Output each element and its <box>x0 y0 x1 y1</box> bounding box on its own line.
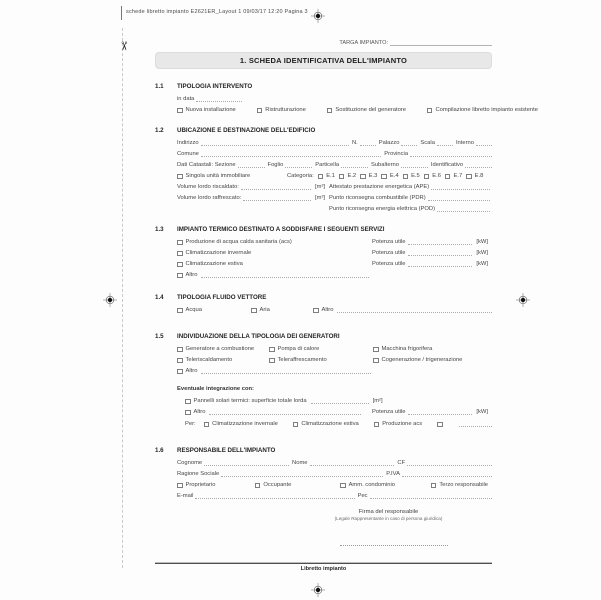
checkbox-e7 <box>445 174 451 180</box>
checkbox-generatore-altro <box>177 369 183 375</box>
checkbox-e8 <box>466 174 472 180</box>
pdr-blank <box>428 196 490 201</box>
indirizzo-blank <box>201 141 349 146</box>
per-altro-blank <box>459 422 492 427</box>
email-blank <box>195 494 354 499</box>
comune-row: Comune Provincia <box>177 151 492 157</box>
section-1-2-header: 1.2 UBICAZIONE E DESTINAZIONE DELL'EDIFICIO <box>155 127 316 134</box>
checkbox-acqua <box>177 308 183 314</box>
checkbox-aria <box>251 308 257 314</box>
checkbox-e6 <box>424 174 430 180</box>
checkbox-teleraffrescamento <box>269 358 275 364</box>
nome-blank <box>310 461 395 466</box>
checkbox-nuova-installazione <box>177 108 183 114</box>
checkbox-pannelli-solari <box>185 399 191 405</box>
checkbox-e3 <box>360 174 366 180</box>
ragione-sociale-row: Ragione Sociale P.IVA <box>177 471 492 477</box>
checkbox-climatizzazione-estiva <box>177 262 183 268</box>
email-row: E-mail Pec <box>177 493 492 499</box>
print-crop-bar <box>121 6 122 20</box>
checkbox-singola-unita <box>177 174 183 180</box>
cut-dashed-line <box>122 28 123 568</box>
pod-row: Punto riconsegna energia elettrica (POD) <box>177 206 492 212</box>
indirizzo-row: Indirizzo N. Palazzo Scala Interno <box>177 140 492 146</box>
section-1-6-header: 1.6 RESPONSABILE DELL'IMPIANTO <box>155 447 276 454</box>
registration-mark-bottom-icon <box>311 583 325 597</box>
ape-blank <box>431 185 490 190</box>
firma-label: Firma del responsabile <box>358 509 419 515</box>
piva-blank <box>402 472 492 477</box>
servizio-acs-row: Produzione di acqua calda sanitaria (acs) Potenza utile [kW] <box>177 239 492 245</box>
volume-riscaldato-row: Volume lordo riscaldato: [m³] Attestato prestazione energetica (APE) <box>177 184 492 190</box>
checkbox-per-invernale <box>204 422 210 428</box>
checkbox-compilazione-libretto <box>427 108 433 114</box>
pannelli-blank <box>311 399 369 404</box>
ragione-blank <box>221 472 383 477</box>
targa-impianto-blank-line <box>390 41 492 46</box>
responsabile-options: Proprietario Occupante Amm. condominio Terzo responsabile <box>177 482 492 488</box>
generatore-altro-blank <box>201 369 371 374</box>
integrazione-label-row: Eventuale integrazione con: <box>177 386 254 392</box>
checkbox-e1 <box>318 174 324 180</box>
checkbox-cogenerazione <box>373 358 379 364</box>
firma-block <box>155 509 492 521</box>
per-row: Per: Climatizzazione invernale Climatizzazione estiva Produzione acs <box>185 421 492 427</box>
tipologia-intervento-options: Nuova installazione Ristrutturazione Sostituzione del generatore Compilazione libretto impianto esistente <box>177 107 492 113</box>
section-1-1-header: 1.1 TIPOLOGIA INTERVENTO <box>155 83 253 90</box>
checkbox-fluido-altro <box>313 308 319 314</box>
integrazione-altro-blank <box>209 410 361 415</box>
volume-raffrescato-row: Volume lordo raffrescato: [m³] Punto riconsegna combustibile (PDR) <box>177 195 492 201</box>
servizio-invernale-row: Climatizzazione invernale Potenza utile [kW] <box>177 250 492 256</box>
cognome-blank <box>204 461 289 466</box>
checkbox-e5 <box>403 174 409 180</box>
checkbox-per-estiva <box>293 422 299 428</box>
checkbox-macchina-frigorifera <box>373 347 379 353</box>
targa-impianto-row <box>155 38 492 46</box>
registration-mark-right-icon <box>516 293 530 307</box>
checkbox-servizio-altro <box>177 273 183 279</box>
registration-mark-left-icon <box>103 293 117 307</box>
fluido-altro-blank <box>337 308 492 313</box>
checkbox-ristrutturazione <box>257 108 263 114</box>
servizio-altro-row: Altro <box>177 272 492 278</box>
checkbox-proprietario <box>177 483 183 489</box>
print-job-header: schede libretto impianto E2621ER_Layout 1 09/03/17 12:20 Pagina 3 <box>126 9 308 15</box>
checkbox-occupante <box>255 483 261 489</box>
targa-impianto-label: TARGA IMPIANTO: <box>339 40 388 46</box>
checkbox-produzione-acs <box>177 240 183 246</box>
section-1-4-header: 1.4 TIPOLOGIA FLUIDO VETTORE <box>155 294 267 301</box>
pod-blank <box>437 207 490 212</box>
generatori-row-2: Teleriscaldamento Teleraffrescamento Cogenerazione / trigenerazione <box>177 357 492 363</box>
registration-mark-top-icon <box>311 9 325 23</box>
page-title: 1. SCHEDA IDENTIFICATIVA DELL'IMPIANTO <box>155 52 492 69</box>
servizio-estiva-row: Climatizzazione estiva Potenza utile [kW] <box>177 261 492 267</box>
checkbox-pompa-di-calore <box>269 347 275 353</box>
integrazione-altro-row: Altro Potenza utile [kW] <box>185 409 492 415</box>
section-1-5-header: 1.5 INDIVIDUAZIONE DELLA TIPOLOGIA DEI GENERATORI <box>155 333 340 340</box>
in-data-blank-line <box>196 97 242 102</box>
servizio-altro-blank <box>201 273 369 278</box>
checkbox-e4 <box>381 174 387 180</box>
section-1-3-header: 1.3 IMPIANTO TERMICO DESTINATO A SODDISFARE I SEGUENTI SERVIZI <box>155 226 385 233</box>
in-data-row: in data <box>177 96 492 102</box>
pannelli-solari-row: Pannelli solari termici: superficie totale lorda [m²] <box>185 398 492 404</box>
checkbox-generatore-combustione <box>177 347 183 353</box>
checkbox-amm-condominio <box>340 483 346 489</box>
form-page <box>155 38 538 572</box>
footer-label: Libretto impianto <box>300 566 347 572</box>
checkbox-per-produzione-acs <box>374 422 380 428</box>
checkbox-sostituzione-generatore <box>327 108 333 114</box>
generatori-altro-row: Altro <box>177 368 492 374</box>
cognome-row: Cognome Nome CF <box>177 460 492 466</box>
cf-blank <box>407 461 492 466</box>
checkbox-integrazione-altro <box>185 410 191 416</box>
provincia-blank <box>410 152 492 157</box>
categoria-row: Singola unità immobiliare Categoria: E.1 E.2 E.3 E.4 E.5 E.6 E.7 E.8 <box>177 173 492 179</box>
dati-catastali-row: Dati Catastali: Sezione Foglio Particella Subalterno Identificativo <box>177 162 492 168</box>
checkbox-per-altro <box>437 422 443 428</box>
checkbox-terzo-responsabile <box>431 483 437 489</box>
pec-blank <box>370 494 492 499</box>
firma-note: (Legale Rappresentante in caso di persona giuridica) <box>334 516 443 521</box>
footer-rule <box>155 562 492 564</box>
checkbox-teleriscaldamento <box>177 358 183 364</box>
scissors-icon: ✂ <box>117 40 132 52</box>
checkbox-e2 <box>339 174 345 180</box>
fluido-vettore-options: Acqua Aria Altro <box>177 307 492 313</box>
comune-blank <box>201 152 381 157</box>
generatori-row-1: Generatore a combustione Pompa di calore Macchina frigorifera <box>177 346 492 352</box>
firma-signature-line <box>340 541 448 546</box>
checkbox-climatizzazione-invernale <box>177 251 183 257</box>
